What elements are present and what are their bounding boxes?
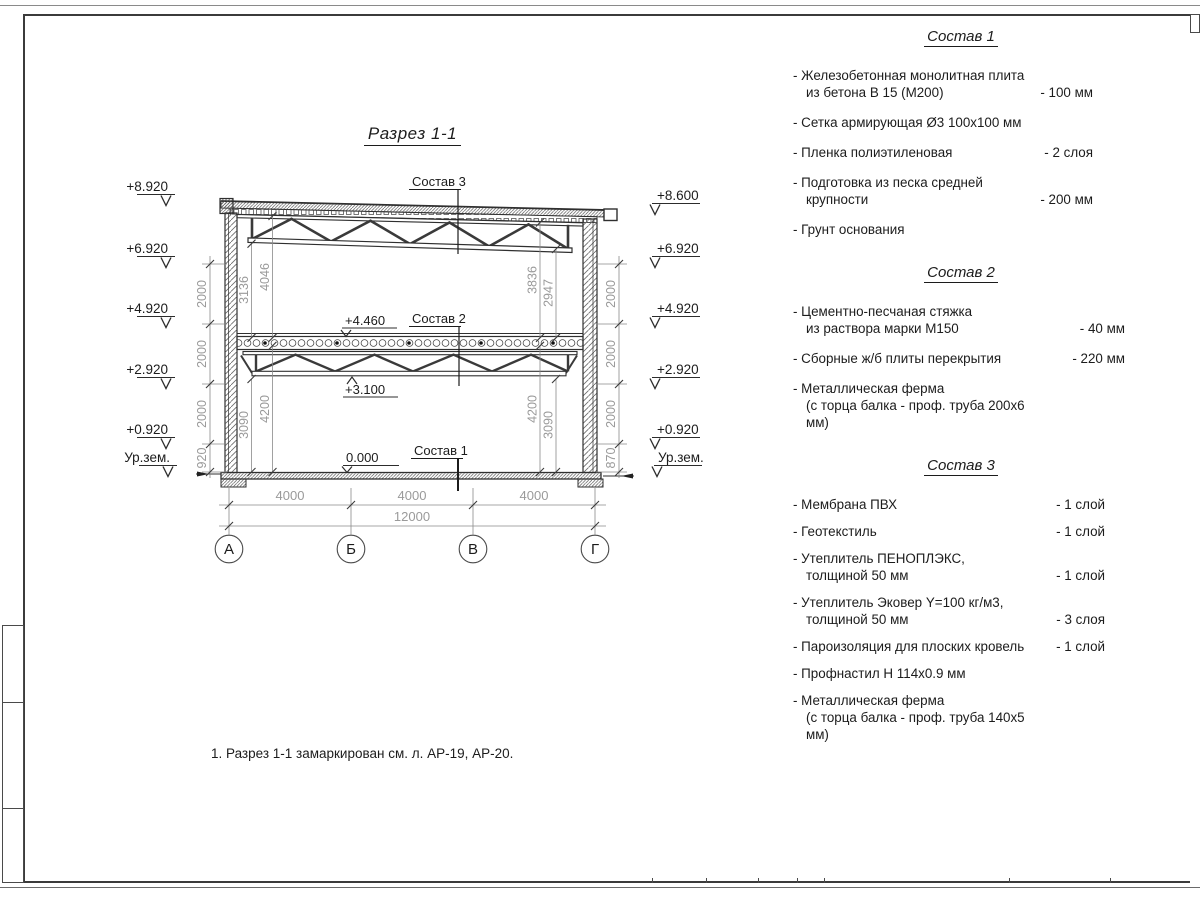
bottom-dim-labels [276,488,549,524]
floor-truss [241,352,577,376]
axis-labels [224,541,599,558]
svg-text:3136: 3136 [237,276,251,304]
sheet-outer-edge [0,5,1200,6]
spec-item: - Железобетонная монолитная плита из бетона В 15 (М200) - 100 мм [793,68,1093,100]
svg-text:+2.920: +2.920 [126,362,168,377]
titleblock-tick [758,878,759,883]
sostav-2-heading: Состав 2 [793,264,1129,281]
ground-floor [196,472,634,488]
svg-text:3090: 3090 [541,411,556,439]
svg-text:+0.920: +0.920 [657,422,699,437]
svg-text:+8.600: +8.600 [657,188,699,203]
svg-text:4200: 4200 [525,395,540,423]
spec-item: - Сетка армирующая Ø3 100х100 мм [793,115,1022,130]
svg-text:2000: 2000 [604,280,618,308]
right-chain-labels [604,280,618,468]
roof-assembly [220,199,617,227]
spec-item: - Металлическая ферма (с торца балка - проф. труба 200х6 мм) [793,381,1025,430]
spec-item: - Мембрана ПВХ - 1 слой [793,497,1105,512]
svg-text:В: В [467,541,479,558]
sheet-frame-bottom-line [0,887,1200,888]
svg-text:Состав 2: Состав 2 [412,311,466,326]
spec-item: - Профнастил Н 114х0.9 мм [793,666,966,681]
svg-text:Состав 3: Состав 3 [412,174,466,189]
spec-item: - Металлическая ферма (с торца балка - проф. труба 140х5 мм) [793,693,1025,742]
svg-text:Состав 1: Состав 1 [414,443,468,458]
svg-text:2000: 2000 [195,280,209,308]
left-chain-labels [195,280,209,468]
svg-text:Г: Г [590,541,600,558]
sostav-1-section [793,28,1129,238]
spec-item: - Цементно-песчаная стяжка из раствора марки М150 - 40 мм [793,304,1125,336]
right-elevation-marks [650,188,704,477]
svg-text:+8.920: +8.920 [126,179,168,194]
spec-item: - Утеплитель Эковер Y=100 кг/м3, толщиной 50 мм - 3 слоя [793,595,1105,627]
sostav-3-section [793,457,1129,743]
sostav-2-section [793,264,1129,431]
svg-text:2947: 2947 [541,279,556,307]
stamp-cell-divider [2,702,24,703]
left-elevation-marks [124,179,177,477]
svg-text:4000: 4000 [397,488,427,503]
svg-text:+2.920: +2.920 [657,362,699,377]
titleblock-tick [824,878,825,883]
svg-text:+4.920: +4.920 [126,301,168,316]
svg-text:Ур.зем.: Ур.зем. [124,450,170,465]
svg-text:+4.920: +4.920 [657,301,699,316]
titleblock-tick [706,878,707,883]
svg-text:А: А [223,541,235,558]
svg-text:Ур.зем.: Ур.зем. [658,450,704,465]
titleblock-tick [797,878,798,883]
titleblock-tick [1110,878,1111,883]
svg-text:920: 920 [195,447,209,469]
level-mark-0000 [342,450,399,473]
spec-item: - Пароизоляция для плоских кровель - 1 слой [793,639,1105,654]
svg-text:4000: 4000 [519,488,549,503]
svg-text:+6.920: +6.920 [126,241,168,256]
sostav-3-heading: Состав 3 [793,457,1129,474]
frame-corner-box [1190,14,1200,33]
svg-text:2000: 2000 [604,400,618,428]
composition-lists [793,28,1129,753]
svg-text:3836: 3836 [525,266,540,294]
titleblock-tick [1009,878,1010,883]
floor-slab-assembly [237,334,583,350]
svg-text:+6.920: +6.920 [657,241,699,256]
drawing-note: 1. Разрез 1-1 замаркирован см. л. АР-19, АР-20. [211,746,514,761]
axis-bubbles [215,535,609,563]
level-mark-3100 [343,377,398,397]
sostav-1-heading: Состав 1 [793,28,1129,45]
svg-text:4200: 4200 [258,395,272,423]
svg-text:0.000: 0.000 [346,450,379,465]
svg-text:4000: 4000 [275,488,305,503]
drawing-title: Разрез 1-1 [330,124,495,144]
spec-item: - Грунт основания [793,222,905,237]
svg-text:2000: 2000 [604,340,618,368]
titleblock-tick [652,878,653,883]
svg-text:2000: 2000 [195,400,209,428]
svg-text:+4.460: +4.460 [345,313,386,328]
spec-item: - Пленка полиэтиленовая - 2 слоя [793,145,1093,160]
callout-sostav1 [411,443,468,491]
svg-text:2000: 2000 [195,340,209,368]
section-drawing [100,155,725,580]
svg-text:12000: 12000 [393,509,431,524]
svg-text:Б: Б [346,541,356,558]
left-stamp-cells [2,625,24,883]
stamp-cell-divider [2,808,24,809]
spec-item: - Сборные ж/б плиты перекрытия - 220 мм [793,351,1125,366]
svg-text:870: 870 [604,447,618,469]
svg-text:+0.920: +0.920 [126,422,168,437]
spec-item: - Подготовка из песка средней крупности - 200 мм [793,175,1093,207]
level-mark-4460 [341,313,397,337]
spec-item: - Геотекстиль - 1 слой [793,524,1105,539]
spec-item: - Утеплитель ПЕНОПЛЭКС, толщиной 50 мм - 1 слой [793,551,1105,583]
svg-text:+3.100: +3.100 [345,382,386,397]
svg-text:3090: 3090 [237,411,251,439]
svg-text:4046: 4046 [258,263,272,291]
